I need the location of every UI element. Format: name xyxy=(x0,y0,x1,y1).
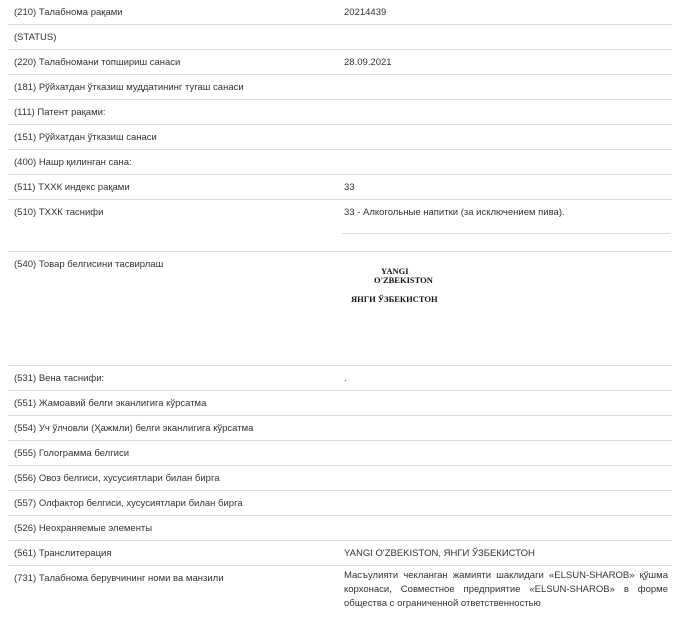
field-label: (511) ТХХК индекс рақами xyxy=(14,182,130,193)
trademark-line-1: YANGI xyxy=(381,266,409,276)
table-row-181 xyxy=(8,75,672,100)
field-value: . xyxy=(344,373,347,384)
table-row-220 xyxy=(8,50,672,75)
field-label: (151) Рўйхатдан ўтказиш санаси xyxy=(14,132,157,143)
field-label: (400) Нашр қилинган сана: xyxy=(14,157,132,168)
field-label: (555) Голограмма белгиси xyxy=(14,448,130,459)
field-value: YANGI O'ZBEKISTON, ЯНГИ ЎЗБЕКИСТОН xyxy=(344,548,535,559)
application-details-table xyxy=(8,0,672,620)
table-row-557 xyxy=(8,491,672,516)
field-label: (210) Талабнома рақами xyxy=(14,7,123,18)
table-row-731 xyxy=(8,566,672,620)
field-value: 33 - Алкогольные напитки (за исключением пива). xyxy=(342,207,670,234)
table-row-554 xyxy=(8,416,672,441)
trademark-line-2: O'ZBEKISTON xyxy=(374,275,433,285)
field-label: (510) ТХХК таснифи xyxy=(14,207,104,218)
field-value: 20214439 xyxy=(344,7,387,18)
table-row-511 xyxy=(8,175,672,200)
field-label: (531) Вена таснифи: xyxy=(14,373,105,384)
field-label: (731) Талабнома берувчининг номи ва манзили xyxy=(14,573,224,584)
field-label: (220) Талабномани топшириш санаси xyxy=(14,57,181,68)
table-row-111 xyxy=(8,100,672,125)
table-row-555 xyxy=(8,441,672,466)
table-row-551 xyxy=(8,391,672,416)
table-row-210 xyxy=(8,0,672,25)
field-label: (STATUS) xyxy=(14,32,57,43)
field-label: (111) Патент рақами: xyxy=(14,107,106,118)
table-row-556 xyxy=(8,466,672,491)
field-value: 33 xyxy=(344,182,355,193)
field-label: (554) Уч ўлчовли (Ҳажмли) белги эканлигига кўрсатма xyxy=(14,423,254,434)
table-row-400 xyxy=(8,150,672,175)
field-label: (181) Рўйхатдан ўтказиш муддатининг тугаш санаси xyxy=(14,82,244,93)
field-label: (540) Товар белгисини тасвирлаш xyxy=(14,259,164,270)
field-label: (561) Транслитерация xyxy=(14,548,112,559)
table-row-561 xyxy=(8,541,672,566)
table-row-531 xyxy=(8,366,672,391)
table-row-526 xyxy=(8,516,672,541)
field-label: (526) Неохраняемые элементы xyxy=(14,523,153,534)
field-label: (556) Овоз белгиси, хусусиятлари билан бирга xyxy=(14,473,220,484)
table-row-151 xyxy=(8,125,672,150)
table-row-status xyxy=(8,25,672,50)
field-value: Масъулияти чекланган жамияти шаклидаги «ELSUN-SHAROB» қўшма корхонаси, Совместное предприятие «ELSUN-SHAROB» в форме общества с ограниченной ответственностью xyxy=(344,570,668,609)
field-label: (551) Жамоавий белги эканлигига кўрсатма xyxy=(14,398,207,409)
trademark-line-3: ЯНГИ ЎЗБЕКИСТОН xyxy=(351,294,438,304)
field-label: (557) Олфактор белгиси, хусусиятлари билан бирга xyxy=(14,498,243,509)
field-value: 28.09.2021 xyxy=(344,57,392,68)
table-row-510 xyxy=(8,200,672,252)
table-row-540 xyxy=(8,252,672,366)
